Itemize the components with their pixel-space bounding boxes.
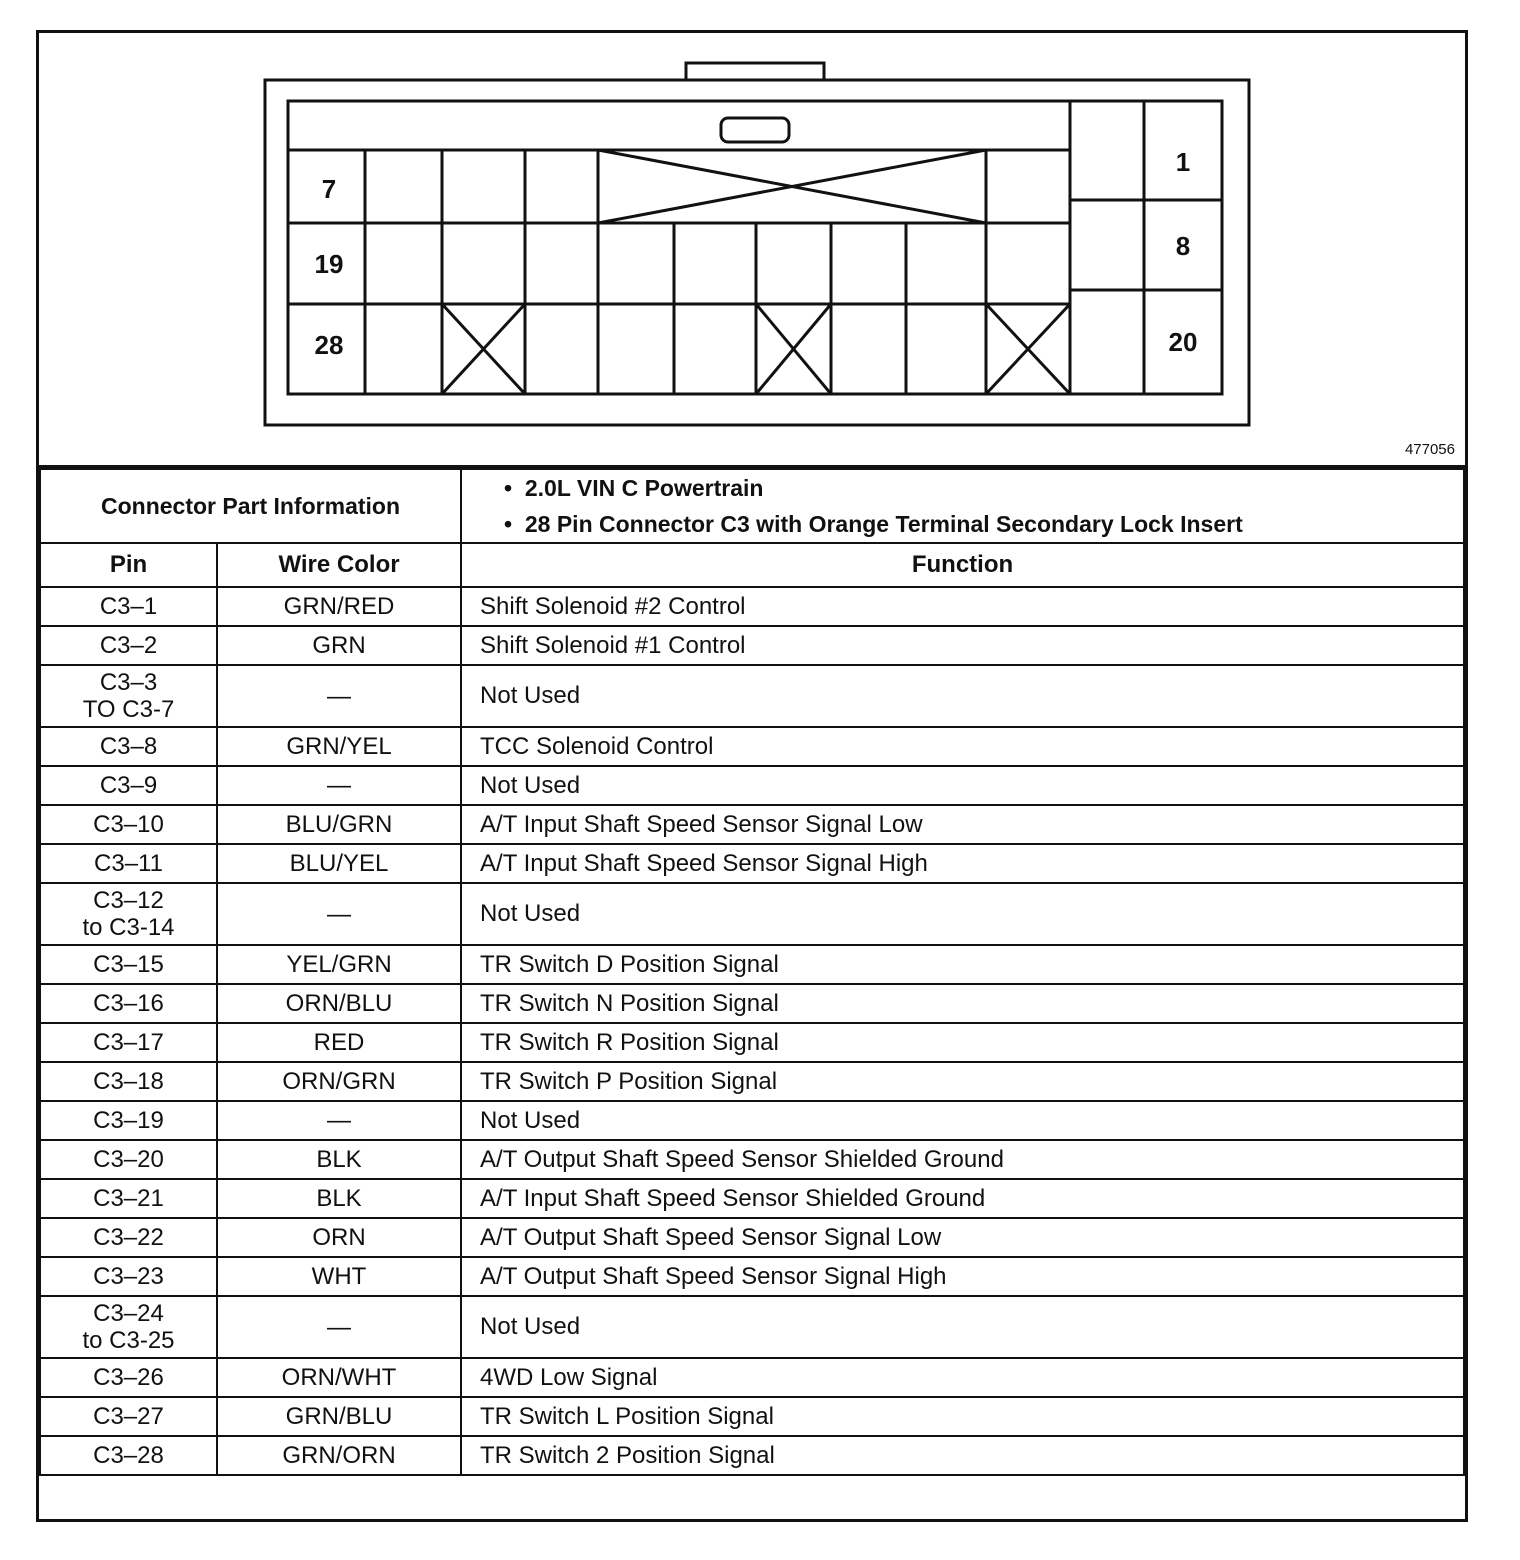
- pin-label: C3–21: [93, 1185, 164, 1212]
- wire-color-cell: —: [217, 665, 461, 727]
- table-row: [40, 1296, 1464, 1358]
- pinout-rows: [40, 587, 1464, 1475]
- function-cell: TR Switch L Position Signal: [461, 1397, 1464, 1436]
- table-row: [40, 665, 1464, 727]
- pin-cell: [40, 766, 217, 805]
- table-row: [40, 984, 1464, 1023]
- pin-label: C3–19: [93, 1107, 164, 1134]
- table-row: [40, 844, 1464, 883]
- function-cell: TR Switch D Position Signal: [461, 945, 1464, 984]
- wire-color-cell: —: [217, 883, 461, 945]
- pin-cell: [40, 587, 217, 626]
- table-row: [40, 1436, 1464, 1475]
- pin-cell: [40, 1218, 217, 1257]
- pin-label: C3–22: [93, 1224, 164, 1251]
- function-cell: Not Used: [461, 1101, 1464, 1140]
- pin-label: C3–26: [93, 1364, 164, 1391]
- pin-cell: [40, 805, 217, 844]
- pin-label: C3–1: [99, 593, 158, 620]
- document-frame: [36, 30, 1468, 1522]
- connector-info-label: Connector Part Information: [40, 469, 461, 543]
- latch-slot: [721, 118, 789, 142]
- pin-label: C3–16: [93, 990, 164, 1017]
- function-cell: Shift Solenoid #2 Control: [461, 587, 1464, 626]
- cavity-label: 8: [1175, 231, 1191, 261]
- table-row: [40, 1257, 1464, 1296]
- function-cell: A/T Output Shaft Speed Sensor Signal High: [461, 1257, 1464, 1296]
- pin-label: C3–24: [93, 1300, 164, 1327]
- function-cell: Not Used: [461, 665, 1464, 727]
- pin-cell: [40, 945, 217, 984]
- pin-label: C3–27: [93, 1403, 164, 1430]
- pin-label: C3–28: [93, 1442, 164, 1469]
- wire-color-cell: BLK: [217, 1179, 461, 1218]
- wire-color-cell: ORN: [217, 1218, 461, 1257]
- wire-color-cell: GRN/ORN: [217, 1436, 461, 1475]
- table-row: [40, 727, 1464, 766]
- function-cell: A/T Input Shaft Speed Sensor Signal Low: [461, 805, 1464, 844]
- pin-label: to C3-25: [82, 1327, 175, 1354]
- wire-color-cell: GRN: [217, 626, 461, 665]
- function-cell: TR Switch 2 Position Signal: [461, 1436, 1464, 1475]
- table-row: [40, 1140, 1464, 1179]
- table-row: [40, 883, 1464, 945]
- table-row: [40, 1218, 1464, 1257]
- pin-cell: [40, 883, 217, 945]
- table-row: [40, 945, 1464, 984]
- pin-label: C3–20: [93, 1146, 164, 1173]
- pin-cell: [40, 1023, 217, 1062]
- pin-label: C3–17: [93, 1029, 164, 1056]
- table-row: [40, 1062, 1464, 1101]
- pin-label: C3–18: [93, 1068, 164, 1095]
- cavity-label: 28: [314, 330, 344, 360]
- cavity-label: 20: [1168, 327, 1198, 357]
- pin-cell: [40, 727, 217, 766]
- wire-color-cell: WHT: [217, 1257, 461, 1296]
- pin-cell: [40, 665, 217, 727]
- wire-color-cell: GRN/RED: [217, 587, 461, 626]
- pin-cell: [40, 1436, 217, 1475]
- pin-cell: [40, 1062, 217, 1101]
- pin-cell: [40, 626, 217, 665]
- pin-cell: [40, 1101, 217, 1140]
- info-bullet-text: 28 Pin Connector C3 with Orange Terminal Secondary Lock Insert: [524, 511, 1243, 537]
- wire-color-cell: —: [217, 766, 461, 805]
- wire-color-header: Wire Color: [217, 543, 461, 587]
- function-cell: TR Switch R Position Signal: [461, 1023, 1464, 1062]
- wire-color-cell: —: [217, 1296, 461, 1358]
- pin-label: C3–2: [99, 632, 158, 659]
- function-cell: A/T Output Shaft Speed Sensor Signal Low: [461, 1218, 1464, 1257]
- pin-label: C3–3: [99, 669, 158, 696]
- pin-label: C3–8: [99, 733, 158, 760]
- wire-color-cell: ORN/BLU: [217, 984, 461, 1023]
- function-cell: TR Switch N Position Signal: [461, 984, 1464, 1023]
- pin-label: C3–9: [99, 772, 158, 799]
- function-cell: A/T Output Shaft Speed Sensor Shielded Ground: [461, 1140, 1464, 1179]
- wire-color-cell: GRN/YEL: [217, 727, 461, 766]
- function-cell: A/T Input Shaft Speed Sensor Shielded Ground: [461, 1179, 1464, 1218]
- pin-cell: [40, 1257, 217, 1296]
- pin-cell: [40, 1358, 217, 1397]
- connector-info-row: [40, 469, 1464, 543]
- info-bullet: • 28 Pin Connector C3 with Orange Terminal Secondary Lock Insert: [504, 511, 1243, 537]
- pin-cell: [40, 844, 217, 883]
- info-bullet: • 2.0L VIN C Powertrain: [504, 475, 764, 501]
- wire-color-cell: BLU/YEL: [217, 844, 461, 883]
- table-row: [40, 1358, 1464, 1397]
- pin-label: C3–11: [94, 850, 163, 877]
- pin-cell: [40, 1296, 217, 1358]
- wire-color-cell: BLU/GRN: [217, 805, 461, 844]
- wire-color-cell: ORN/WHT: [217, 1358, 461, 1397]
- connector-diagram: [39, 33, 1465, 468]
- function-cell: TCC Solenoid Control: [461, 727, 1464, 766]
- pin-cell: [40, 984, 217, 1023]
- table-row: [40, 1023, 1464, 1062]
- info-bullet-text: 2.0L VIN C Powertrain: [524, 475, 764, 501]
- pin-cell: [40, 1140, 217, 1179]
- cavity-label: 1: [1175, 147, 1191, 177]
- cavity-label: 19: [314, 249, 344, 279]
- function-cell: A/T Input Shaft Speed Sensor Signal High: [461, 844, 1464, 883]
- table-row: [40, 1101, 1464, 1140]
- table-row: [40, 805, 1464, 844]
- table-row: [40, 1179, 1464, 1218]
- wire-color-cell: —: [217, 1101, 461, 1140]
- function-header: Function: [461, 543, 1464, 587]
- function-cell: Shift Solenoid #1 Control: [461, 626, 1464, 665]
- pinout-table: [39, 468, 1465, 1476]
- function-cell: Not Used: [461, 1296, 1464, 1358]
- table-row: [40, 766, 1464, 805]
- cavity-label: 7: [321, 174, 337, 204]
- pin-cell: [40, 1179, 217, 1218]
- connector-face-drawing: [39, 33, 1465, 465]
- figure-number: 477056: [1404, 441, 1455, 458]
- table-row: [40, 626, 1464, 665]
- pin-label: C3–23: [93, 1263, 164, 1290]
- pin-label: C3–15: [93, 951, 164, 978]
- table-row: [40, 587, 1464, 626]
- function-cell: 4WD Low Signal: [461, 1358, 1464, 1397]
- wire-color-cell: RED: [217, 1023, 461, 1062]
- pin-label: C3–10: [93, 811, 164, 838]
- connector-info-bullets: [461, 469, 1464, 543]
- table-row: [40, 1397, 1464, 1436]
- pin-header: Pin: [40, 543, 217, 587]
- pin-label: C3–12: [93, 887, 164, 914]
- pin-label: to C3-14: [82, 914, 175, 941]
- column-header-row: [40, 543, 1464, 587]
- wire-color-cell: YEL/GRN: [217, 945, 461, 984]
- wire-color-cell: GRN/BLU: [217, 1397, 461, 1436]
- wire-color-cell: ORN/GRN: [217, 1062, 461, 1101]
- locking-tab: [686, 63, 824, 80]
- function-cell: Not Used: [461, 883, 1464, 945]
- pin-cell: [40, 1397, 217, 1436]
- pin-label: TO C3-7: [82, 696, 175, 723]
- function-cell: TR Switch P Position Signal: [461, 1062, 1464, 1101]
- pinout-table-container: [39, 468, 1465, 1476]
- wire-color-cell: BLK: [217, 1140, 461, 1179]
- function-cell: Not Used: [461, 766, 1464, 805]
